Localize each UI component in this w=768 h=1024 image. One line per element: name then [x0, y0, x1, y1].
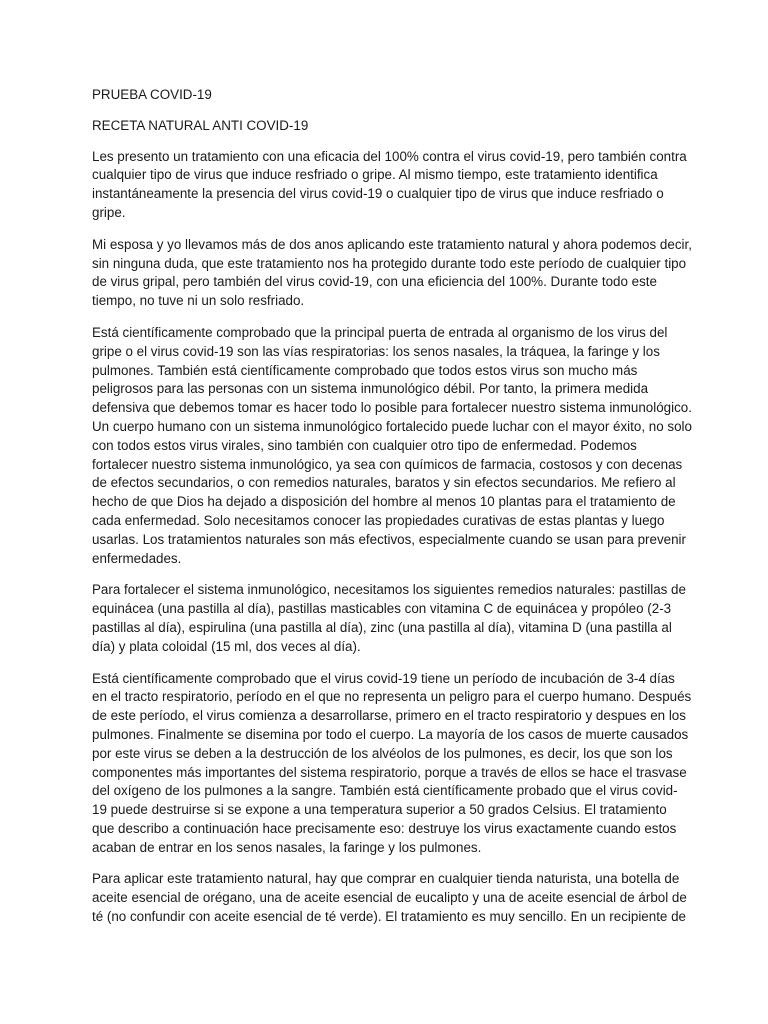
paragraph-remedies: Para fortalecer el sistema inmunológico, necesitamos los siguientes remedios naturales: pastillas de equinácea (una pastilla al día), pastillas masticables con vitamina C de equinácea y propóleo (2-3 pastillas al día), espirulina (una pastilla al día), zinc (una pastilla al día), vitamina D (una pastilla al día) y plata coloidal (15 ml, dos veces al día).: [92, 582, 686, 654]
paragraph-treatment: Para aplicar este tratamiento natural, hay que comprar en cualquier tienda naturista, una botella de aceite esencial de orégano, una de aceite esencial de eucalipto y una de aceite esencial de árbol de té (no confundir con aceite esencial de té verde). El tratamiento es muy sencillo. En un recipiente de: [92, 871, 687, 925]
paragraph-immune-system: Está científicamente comprobado que la principal puerta de entrada al organismo de los virus del gripe o el virus covid-19 son las vías respiratorias: los senos nasales, la tráquea, la faringe y los pulmones. También está científicamente comprobado que todos estos virus son mucho más peligrosos para las personas con un sistema inmunológico débil. Por tanto, la primera medida defensiva que debemos tomar es hacer todo lo posible para fortalecer nuestro sistema inmunológico. Un cuerpo humano con un sistema inmunológico fortalecido puede luchar con el mayor éxito, no solo con todos estos virus virales, sino también con cualquier otro tipo de enfermedad. Podemos fortalecer nuestro sistema inmunológico, ya sea con químicos de farmacia, costosos y con decenas de efectos secundarios, o con remedios naturales, baratos y sin efectos secundarios. Me refiero al hecho de que Dios ha dejado a disposición del hombre al menos 10 plantas para el tratamiento de cada enfermedad. Solo necesitamos conocer las propiedades curativas de estas plantas y luego usarlas. Los tratamientos naturales son más efectivos, especialmente cuando se usan para prevenir enfermedades.: [92, 324, 692, 566]
document-body: [92, 86, 692, 940]
paragraph-incubation: Está científicamente comprobado que el virus covid-19 tiene un período de incubación de 3-4 días en el tracto respiratorio, período en el que no representa un peligro para el cuerpo humano. Después de este período, el virus comienza a desarrollarse, primero en el tracto respiratorio y despues en los pulmones. Finalmente se disemina por todo el cuerpo. La mayoría de los casos de muerte causados por este virus se deben a la destrucción de los alvéolos de los pulmones, es decir, los que son los componentes más importantes del sistema respiratorio, porque a través de ellos se hace el trasvase del oxígeno de los pulmones a la sangre. También está científicamente probado que el virus covid-19 puede destruirse si se expone a una temperatura superior a 50 grados Celsius. El tratamiento que describo a continuación hace precisamente eso: destruye los virus exactamente cuando estos acaban de entrar en los senos nasales, la faringe y los pulmones.: [92, 670, 692, 855]
document-title: PRUEBA COVID-19: [92, 87, 212, 102]
paragraph-experience: Mi esposa y yo llevamos más de dos anos aplicando este tratamiento natural y ahora podemos decir, sin ninguna duda, que este tratamiento nos ha protegido durante todo este período de cualquier tipo de virus gripal, pero también del virus covid-19, con una eficiencia del 100%. Durante todo este tiempo, no tuve ni un solo resfriado.: [92, 236, 692, 309]
document-subtitle: RECETA NATURAL ANTI COVID-19: [92, 117, 309, 133]
paragraph-intro: Les presento un tratamiento con una eficacia del 100% contra el virus covid-19, pero también contra cualquier tipo de virus que induce resfriado o gripe. Al mismo tiempo, este tratamiento identifica instantáneamente la presencia del virus covid-19 o cualquier tipo de virus que induce resfriado o gripe.: [92, 148, 687, 220]
